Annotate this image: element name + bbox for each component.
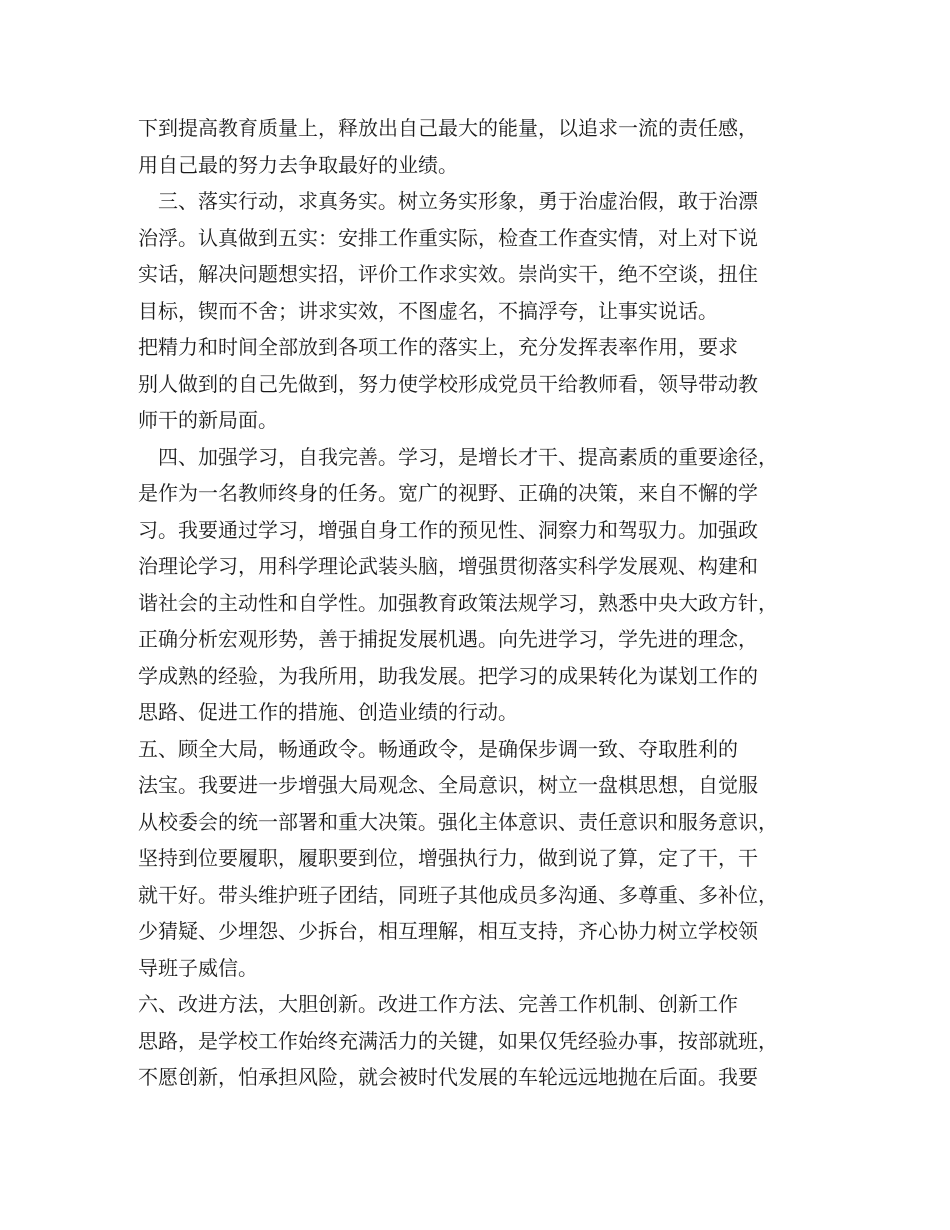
text-line: 谐社会的主动性和自学性。加强教育政策法规学习，熟悉中央大政方针， [138,590,778,615]
text-line: 就干好。带头维护班子团结，同班子其他成员多沟通、多尊重、多补位， [138,882,778,907]
document-body [138,110,828,1096]
text-line: 实话，解决问题想实招，评价工作求实效。崇尚实干，绝不空谈，扭住 [138,262,758,286]
text-line: 思路、促进工作的措施、创造业绩的行动。 [138,700,518,724]
text-line: 不愿创新，怕承担风险，就会被时代发展的车轮远远地抛在后面。我要 [138,1065,758,1089]
text-line: 五、顾全大局，畅通政令。畅通政令，是确保步调一致、夺取胜利的 [138,736,738,761]
text-line: 下到提高教育质量上，释放出自己最大的能量，以追求一流的责任感， [138,116,758,140]
text-line: 少猜疑、少埋怨、少拆台，相互理解，相互支持，齐心协力树立学校领 [138,919,758,943]
text-line: 师干的新局面。 [138,408,278,432]
text-line: 用自己最的努力去争取最好的业绩。 [138,152,458,177]
text-line: 导班子威信。 [138,955,258,980]
text-line: 治浮。认真做到五实：安排工作重实际，检查工作查实情，对上对下说 [138,225,758,250]
text-line: 六、改进方法，大胆创新。改进工作方法、完善工作机制、创新工作 [138,992,738,1016]
text-line: 学成熟的经验，为我所用，助我发展。把学习的成果转化为谋划工作的 [138,663,758,688]
text-line: 把精力和时间全部放到各项工作的落实上，充分发挥表率作用，要求 [138,335,738,359]
text-line: 法宝。我要进一步增强大局观念、全局意识，树立一盘棋思想，自觉服 [138,773,758,797]
text-line: 思路，是学校工作始终充满活力的关键，如果仅凭经验办事，按部就班， [138,1028,778,1053]
text-line: 目标，锲而不舍；讲求实效，不图虚名，不搞浮夸，让事实说话。 [138,298,718,323]
text-line: 别人做到的自己先做到，努力使学校形成党员干给教师看，领导带动教 [138,371,758,396]
text-line: 从校委会的统一部署和重大决策。强化主体意识、责任意识和服务意识， [138,809,778,834]
text-line: 四、加强学习，自我完善。学习，是增长才干、提高素质的重要途径， [138,444,778,469]
text-line: 是作为一名教师终身的任务。宽广的视野、正确的决策，来自不懈的学 [138,481,758,505]
text-line: 坚持到位要履职，履职要到位，增强执行力，做到说了算，定了干，干 [138,846,758,870]
text-line: 习。我要通过学习，增强自身工作的预见性、洞察力和驾驭力。加强政 [138,517,758,542]
text-line: 正确分析宏观形势，善于捕捉发展机遇。向先进学习，学先进的理念， [138,627,758,651]
text-line: 治理论学习，用科学理论武装头脑，增强贯彻落实科学发展观、构建和 [138,554,758,578]
text-line: 三、落实行动，求真务实。树立务实形象，勇于治虚治假，敢于治漂 [138,189,758,213]
